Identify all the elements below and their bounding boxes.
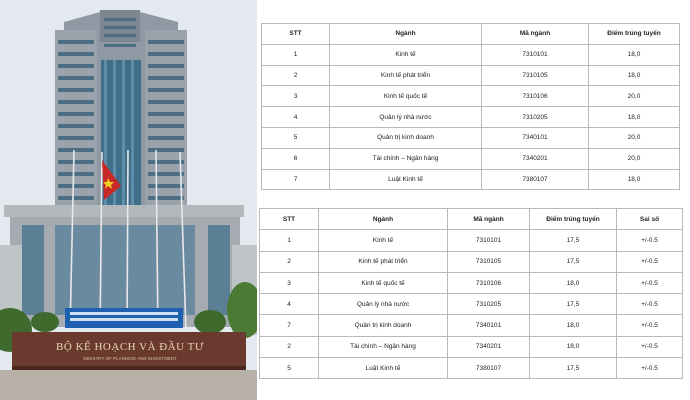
cell-ma-nganh: 7340201 — [448, 336, 530, 357]
cell-nganh: Kinh tế phát triển — [330, 65, 482, 86]
cell-stt: 4 — [260, 294, 319, 315]
cell-diem: 17,5 — [530, 358, 617, 379]
cell-sai-so: +/-0.5 — [617, 315, 683, 336]
cell-stt: 2 — [262, 65, 330, 86]
sign-title: BỘ KẾ HOẠCH VÀ ĐẦU TƯ — [56, 341, 204, 353]
cell-sai-so: +/-0.5 — [617, 230, 683, 251]
table-row — [260, 272, 683, 293]
cell-diem: 18,0 — [589, 107, 680, 128]
cell-diem: 18,0 — [530, 315, 617, 336]
table-row — [262, 127, 680, 148]
cell-ma-nganh: 7340101 — [448, 315, 530, 336]
header-stt: STT — [260, 209, 319, 230]
header-ma-nganh: Mã ngành — [448, 209, 530, 230]
cell-sai-so: +/-0.5 — [617, 358, 683, 379]
cell-stt: 1 — [262, 44, 330, 65]
cell-ma-nganh: 7310106 — [482, 86, 589, 107]
cell-sai-so: +/-0.5 — [617, 336, 683, 357]
cell-stt: 3 — [260, 272, 319, 293]
building-photo — [0, 0, 257, 400]
cell-nganh: Quản trị kinh doanh — [319, 315, 448, 336]
table-header-row — [262, 24, 680, 45]
cell-ma-nganh: 7310205 — [482, 107, 589, 128]
cell-nganh: Luật Kinh tế — [319, 358, 448, 379]
cell-stt: 6 — [262, 148, 330, 169]
cell-ma-nganh: 7310101 — [448, 230, 530, 251]
cell-ma-nganh: 7340201 — [482, 148, 589, 169]
cell-diem: 18,0 — [589, 169, 680, 190]
cell-sai-so: +/-0.5 — [617, 251, 683, 272]
table-row — [260, 358, 683, 379]
cell-stt: 3 — [262, 86, 330, 107]
cell-stt: 5 — [262, 127, 330, 148]
cell-nganh: Quản lý nhà nước — [330, 107, 482, 128]
cell-nganh: Quản trị kinh doanh — [330, 127, 482, 148]
cell-diem: 18,0 — [530, 272, 617, 293]
header-sai-so: Sai số — [617, 209, 683, 230]
table-row — [262, 65, 680, 86]
admission-score-table-1 — [261, 23, 680, 190]
cell-ma-nganh: 7310205 — [448, 294, 530, 315]
ministry-building-illustration — [0, 0, 257, 400]
cell-ma-nganh: 7310105 — [482, 65, 589, 86]
table-row — [262, 148, 680, 169]
table-row — [262, 107, 680, 128]
cell-stt: 2 — [260, 251, 319, 272]
cell-ma-nganh: 7340101 — [482, 127, 589, 148]
cell-ma-nganh: 7310101 — [482, 44, 589, 65]
header-nganh: Ngành — [330, 24, 482, 45]
cell-nganh: Tài chính – Ngân hàng — [330, 148, 482, 169]
cell-diem: 17,5 — [530, 230, 617, 251]
table-row — [262, 86, 680, 107]
cell-nganh: Kinh tế — [319, 230, 448, 251]
cell-diem: 20,0 — [589, 127, 680, 148]
cell-nganh: Luật Kinh tế — [330, 169, 482, 190]
cell-diem: 18,0 — [589, 65, 680, 86]
cell-stt: 1 — [260, 230, 319, 251]
header-nganh: Ngành — [319, 209, 448, 230]
header-ma-nganh: Mã ngành — [482, 24, 589, 45]
cell-nganh: Kinh tế quốc tế — [330, 86, 482, 107]
table-header-row — [260, 209, 683, 230]
cell-ma-nganh: 7380107 — [482, 169, 589, 190]
cell-diem: 17,5 — [530, 294, 617, 315]
cell-stt: 2 — [260, 336, 319, 357]
cell-diem: 18,0 — [530, 336, 617, 357]
cell-nganh: Quản lý nhà nước — [319, 294, 448, 315]
cell-diem: 18,0 — [589, 44, 680, 65]
cell-nganh: Tài chính – Ngân hàng — [319, 336, 448, 357]
cell-nganh: Kinh tế phát triển — [319, 251, 448, 272]
cell-diem: 20,0 — [589, 86, 680, 107]
cell-nganh: Kinh tế — [330, 44, 482, 65]
table-row — [260, 294, 683, 315]
table-row — [260, 230, 683, 251]
cell-stt: 7 — [262, 169, 330, 190]
cell-nganh: Kinh tế quốc tế — [319, 272, 448, 293]
admission-score-table-2 — [259, 208, 683, 379]
cell-ma-nganh: 7380107 — [448, 358, 530, 379]
cell-stt: 7 — [260, 315, 319, 336]
cell-ma-nganh: 7310105 — [448, 251, 530, 272]
header-stt: STT — [262, 24, 330, 45]
cell-diem: 20,0 — [589, 148, 680, 169]
cell-ma-nganh: 7310106 — [448, 272, 530, 293]
cell-stt: 5 — [260, 358, 319, 379]
table-row — [260, 336, 683, 357]
sign-subtitle: MINISTRY OF PLANNING AND INVESTMENT — [83, 356, 177, 361]
cell-diem: 17,5 — [530, 251, 617, 272]
cell-stt: 4 — [262, 107, 330, 128]
header-diem: Điểm trúng tuyển — [530, 209, 617, 230]
table-row — [262, 169, 680, 190]
table-row — [262, 44, 680, 65]
header-diem: Điểm trúng tuyển — [589, 24, 680, 45]
table-row — [260, 315, 683, 336]
cell-sai-so: +/-0.5 — [617, 294, 683, 315]
cell-sai-so: +/-0.5 — [617, 272, 683, 293]
table-row — [260, 251, 683, 272]
